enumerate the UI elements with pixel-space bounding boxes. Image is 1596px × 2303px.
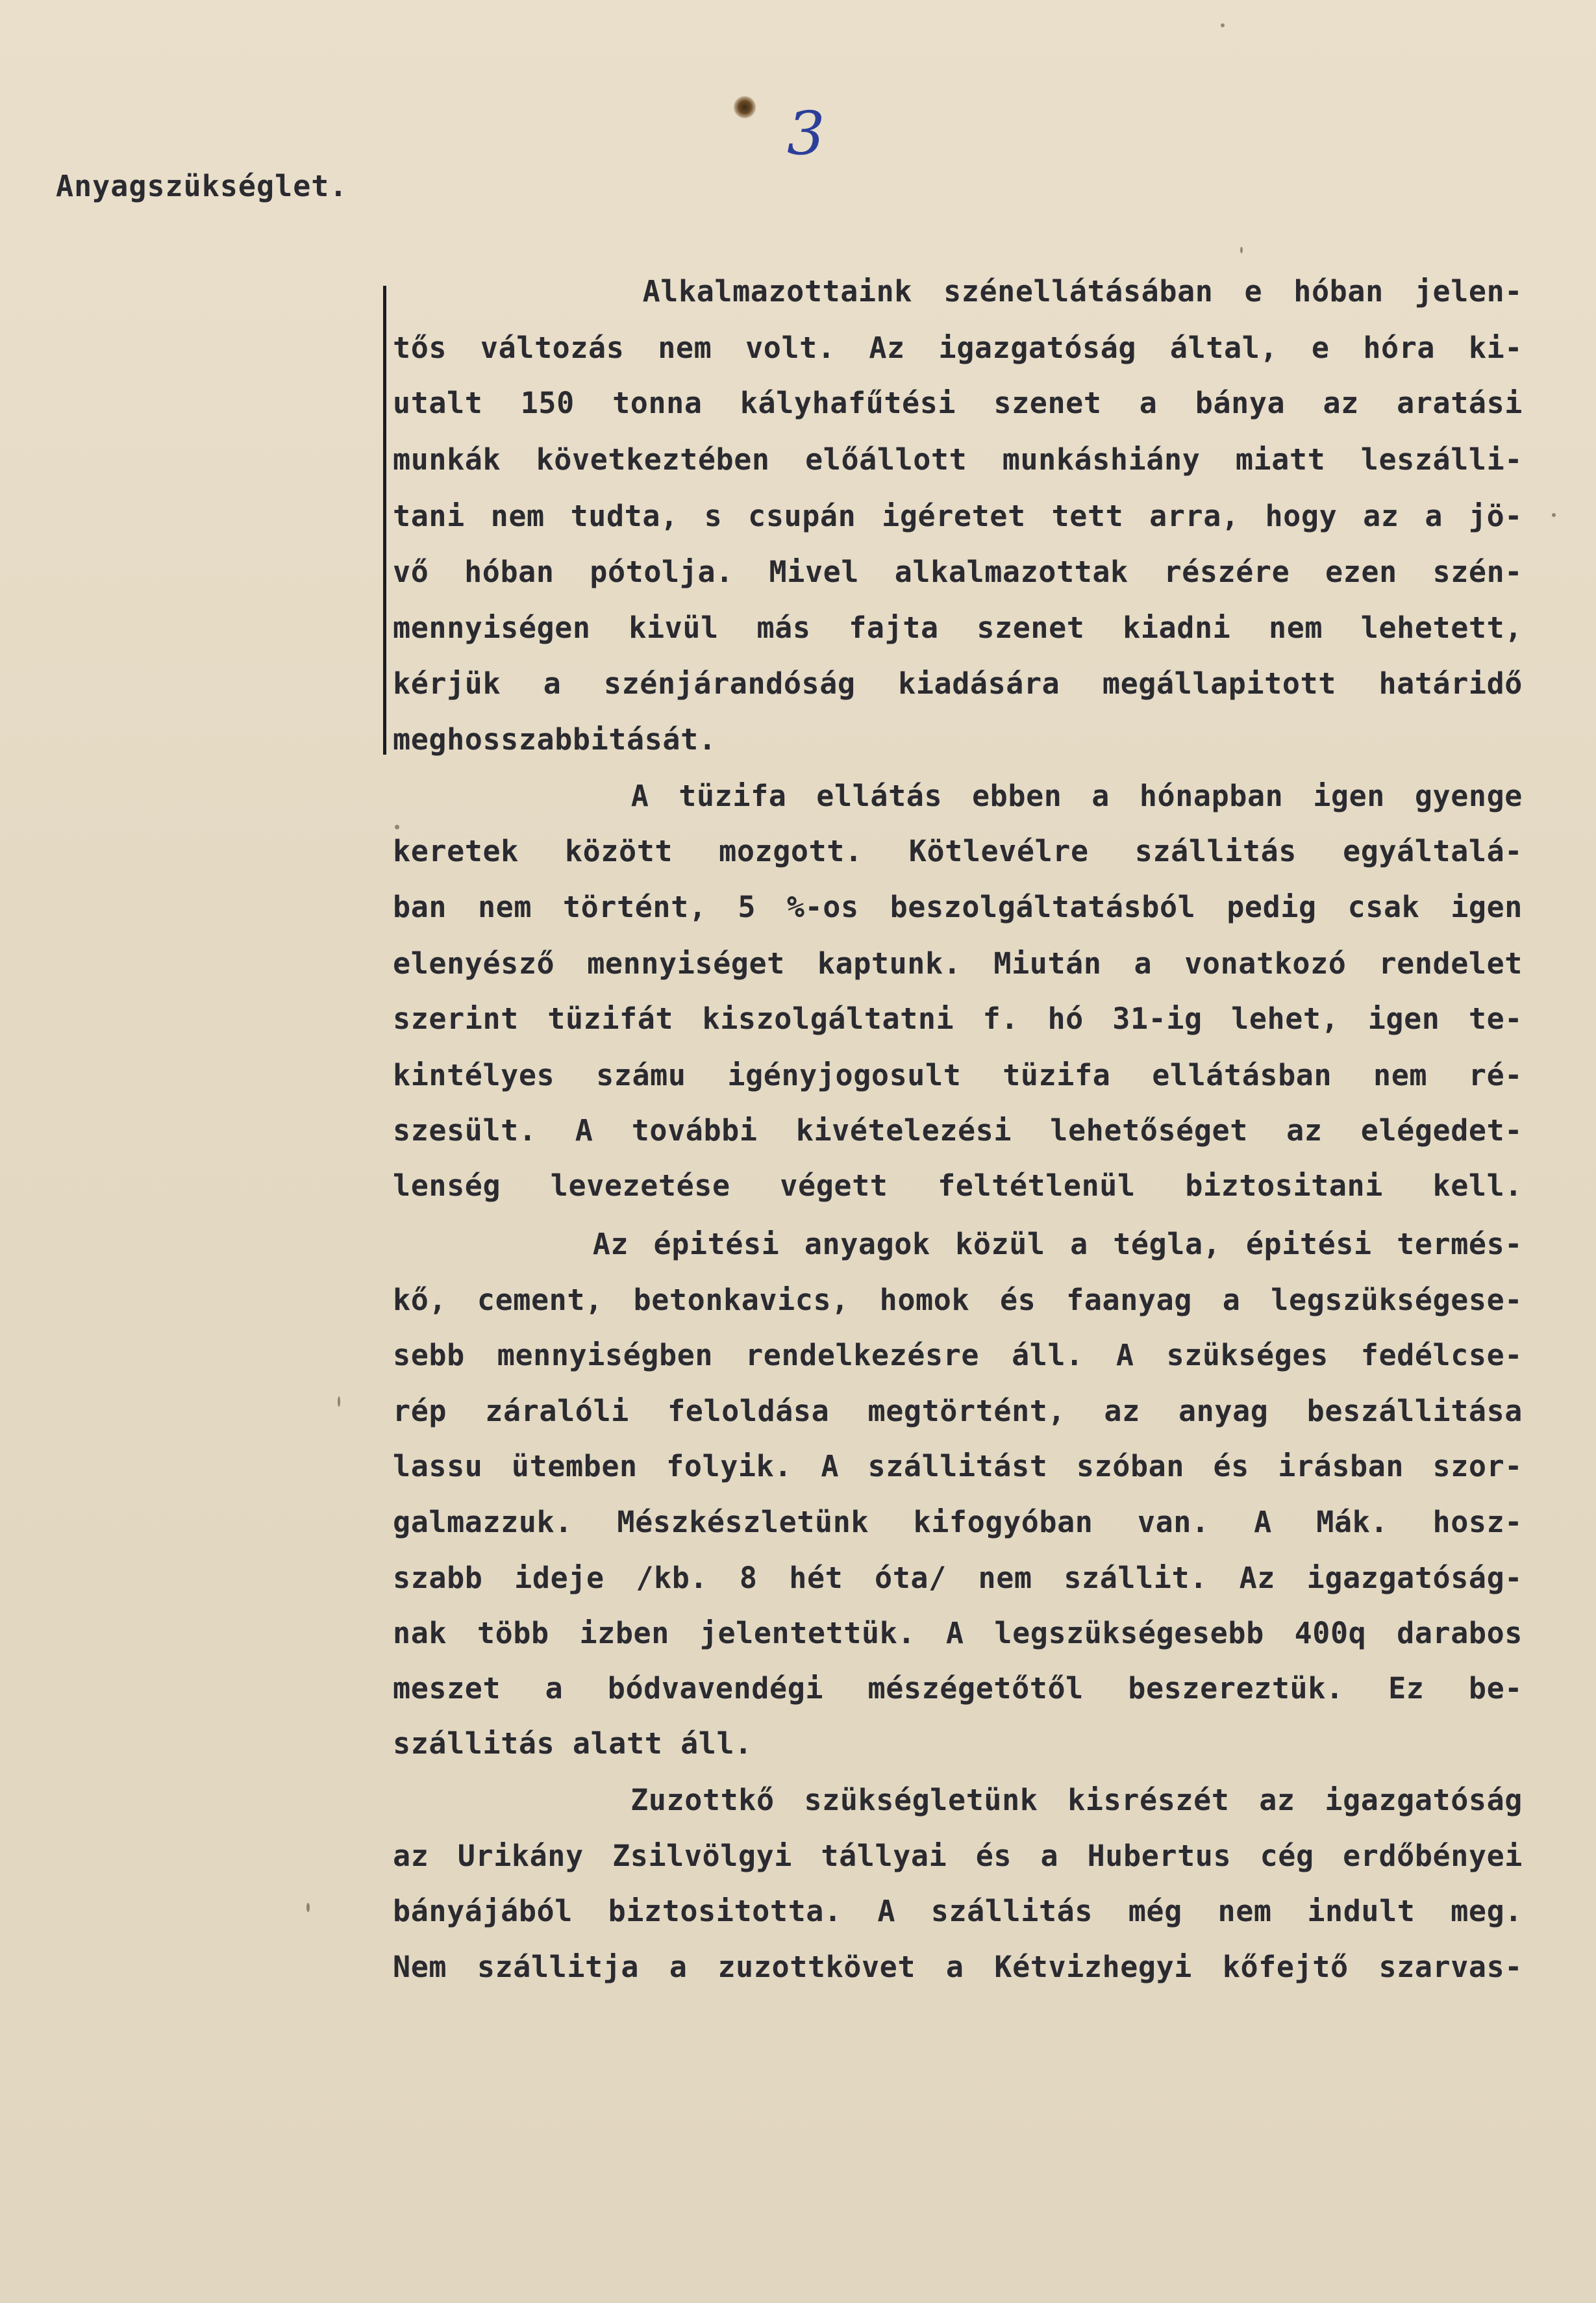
text-line: szerint tüzifát kiszolgáltatni f. hó 31-ig lehet, igen te- (393, 1001, 1523, 1036)
text-line: Nem szállitja a zuzottkövet a Kétvizhegyi kőfejtő szarvas- (393, 1950, 1523, 1984)
text-line: nak több izben jelentettük. A legszükségesebb 400q darabos (393, 1616, 1523, 1650)
text-line: Zuzottkő szükségletünk kisrészét az igazgatóság (393, 1783, 1523, 1817)
text-line: rép záralóli feloldása megtörtént, az anyag beszállitása (393, 1394, 1523, 1428)
text-line: munkák következtében előállott munkáshiány miatt leszálli- (393, 442, 1523, 477)
text-line: tős változás nem volt. Az igazgatóság által, e hóra ki- (393, 331, 1523, 365)
text-line: az Urikány Zsilvölgyi tállyai és a Hubertus cég erdőbényei (393, 1839, 1523, 1873)
text-line: meghosszabbitását. (393, 722, 717, 757)
text-line: Az épitési anyagok közül a tégla, épitési termés- (393, 1227, 1523, 1261)
text-line: kintélyes számu igényjogosult tüzifa ellátásban nem ré- (393, 1058, 1523, 1092)
text-line: kő, cement, betonkavics, homok és faanyag a legszükségese- (393, 1283, 1523, 1317)
text-line: meszet a bódvavendégi mészégetőtől beszereztük. Ez be- (393, 1671, 1523, 1705)
punch-hole (734, 96, 756, 118)
text-line: szesült. A további kivételezési lehetőséget az elégedet- (393, 1113, 1523, 1148)
text-line: tani nem tudta, s csupán igéretet tett arra, hogy az a jö- (393, 499, 1523, 533)
text-line: sebb mennyiségben rendelkezésre áll. A szükséges fedélcse- (393, 1338, 1523, 1372)
text-line: elenyésző mennyiséget kaptunk. Miután a vonatkozó rendelet (393, 946, 1523, 981)
section-heading: Anyagszükséglet. (56, 169, 348, 203)
text-line: lenség levezetése végett feltétlenül biztositani kell. (393, 1168, 1523, 1203)
text-line: szállitás alatt áll. (393, 1726, 753, 1761)
text-line: lassu ütemben folyik. A szállitást szóban és irásban szor- (393, 1449, 1523, 1483)
text-line: vő hóban pótolja. Mivel alkalmazottak részére ezen szén- (393, 555, 1523, 589)
text-line: galmazzuk. Mészkészletünk kifogyóban van. A Mák. hosz- (393, 1505, 1523, 1539)
text-line: utalt 150 tonna kályhafűtési szenet a bánya az aratási (393, 386, 1523, 420)
text-line: Alkalmazottaink szénellátásában e hóban jelen- (393, 274, 1523, 308)
text-line: keretek között mozgott. Kötlevélre szállitás egyáltalá- (393, 834, 1523, 868)
text-line: mennyiségen kivül más fajta szenet kiadni nem lehetett, (393, 610, 1523, 645)
margin-mark (383, 286, 386, 755)
text-line: A tüzifa ellátás ebben a hónapban igen gyenge (393, 779, 1523, 813)
text-line: kérjük a szénjárandóság kiadására megállapitott határidő (393, 666, 1523, 701)
text-line: szabb ideje /kb. 8 hét óta/ nem szállit. Az igazgatóság- (393, 1561, 1523, 1595)
page-number: 3 (787, 99, 825, 168)
text-line: bányájából biztositotta. A szállitás még nem indult meg. (393, 1894, 1523, 1928)
text-line: ban nem történt, 5 %-os beszolgáltatásból pedig csak igen (393, 890, 1523, 924)
